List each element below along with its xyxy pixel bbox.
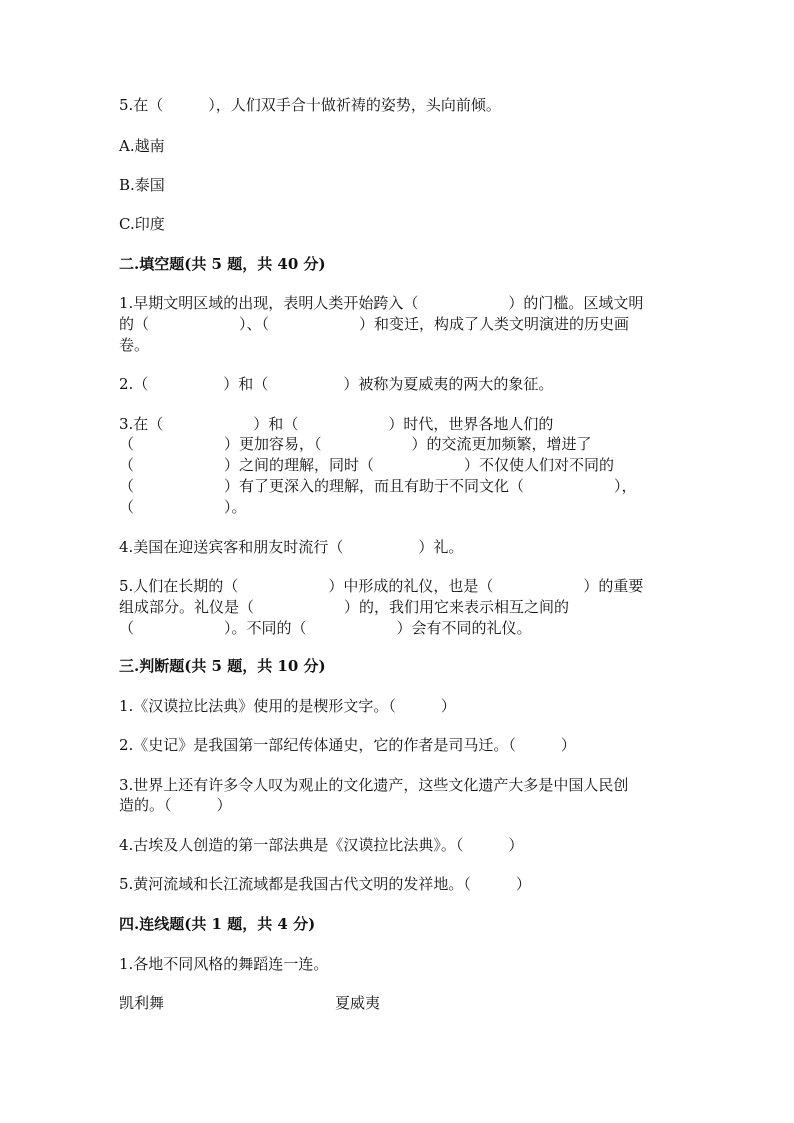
judge-q4: 4.古埃及人创造的第一部法典是《汉谟拉比法典》。（ ） bbox=[119, 836, 524, 854]
option-a: A.越南 bbox=[119, 137, 165, 155]
match-left-item: 凯利舞 bbox=[119, 994, 165, 1012]
judge-q3-line1: 3.世界上还有许多令人叹为观止的文化遗产，这些文化遗产大多是中国人民创 bbox=[119, 776, 629, 794]
judge-q2: 2.《史记》是我国第一部纪传体通史，它的作者是司马迁。（ ） bbox=[119, 736, 576, 754]
section-4-title: 四.连线题(共 1 题，共 4 分) bbox=[119, 915, 316, 933]
fill-q1-line1: 1.早期文明区域的出现，表明人类开始跨入（ ）的门槛。区域文明 bbox=[119, 294, 644, 312]
fill-q1-line3: 卷。 bbox=[119, 336, 150, 354]
section-2-title: 二.填空题(共 5 题，共 40 分) bbox=[119, 255, 326, 273]
match-q1: 1.各地不同风格的舞蹈连一连。 bbox=[119, 955, 329, 973]
fill-q3-line1: 3.在（ ）和（ ）时代，世界各地人们的 bbox=[119, 415, 554, 433]
fill-q3-line2: （ ）更加容易，（ ）的交流更加频繁，增进了 bbox=[119, 435, 592, 453]
judge-q3-line2: 造的。（ ） bbox=[119, 796, 232, 814]
option-c: C.印度 bbox=[119, 215, 165, 233]
fill-q3-line4: （ ）有了更深入的理解，而且有助于不同文化（ ）， bbox=[119, 477, 637, 495]
judge-q5: 5.黄河流域和长江流域都是我国古代文明的发祥地。（ ） bbox=[119, 875, 531, 893]
option-b: B.泰国 bbox=[119, 176, 165, 194]
question-5-stem: 5.在（ ），人们双手合十做祈祷的姿势，头向前倾。 bbox=[119, 96, 501, 114]
match-right-item: 夏威夷 bbox=[335, 994, 381, 1012]
fill-q5-line3: （ ）。不同的（ ）会有不同的礼仪。 bbox=[119, 619, 532, 637]
fill-q3-line5: （ ）。 bbox=[119, 498, 247, 516]
fill-q1-line2: 的（ ）、（ ）和变迁，构成了人类文明演进的历史画 bbox=[119, 315, 630, 333]
judge-q1: 1.《汉谟拉比法典》使用的是楔形文字。（ ） bbox=[119, 697, 456, 715]
section-3-title: 三.判断题(共 5 题，共 10 分) bbox=[119, 657, 326, 675]
fill-q2: 2.（ ）和（ ）被称为夏威夷的两大的象征。 bbox=[119, 375, 554, 393]
fill-q5-line1: 5.人们在长期的（ ）中形成的礼仪，也是（ ）的重要 bbox=[119, 577, 644, 595]
fill-q3-line3: （ ）之间的理解，同时（ ）不仅使人们对不同的 bbox=[119, 456, 615, 474]
fill-q5-line2: 组成部分。礼仪是（ ）的，我们用它来表示相互之间的 bbox=[119, 598, 570, 616]
fill-q4: 4.美国在迎送宾客和朋友时流行（ ）礼。 bbox=[119, 538, 464, 556]
